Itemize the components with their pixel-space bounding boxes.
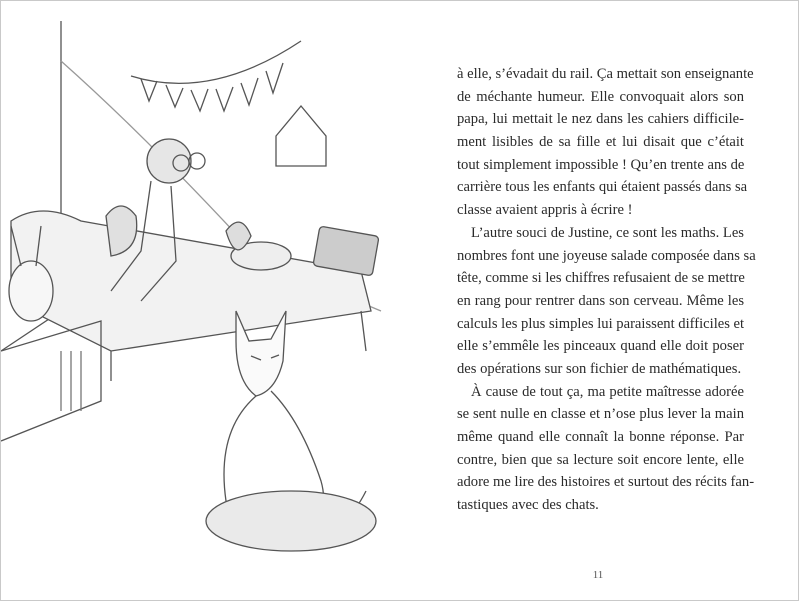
text-line: même quand elle connaît la bonne réponse. Par: [457, 429, 744, 445]
page-text: [457, 63, 756, 517]
text-line: elle s’emmêle les pinceaux quand elle doit poser: [457, 338, 744, 355]
text-line: classe avaient appris à écrire !: [457, 202, 633, 219]
text-line: carrière tous les enfants qui étaient passés dans sa: [457, 179, 748, 196]
text-line: tastiques avec des chats.: [457, 497, 599, 514]
text-line: papa, lui mettait le nez dans les cahiers difficile-: [457, 111, 744, 128]
illustration-girl-bedroom-cat: [1, 21, 421, 561]
text-line: L’autre souci de Justine, ce sont les maths. Les: [471, 224, 744, 241]
text-line: à elle, s’évadait du rail. Ça mettait son enseignante: [457, 66, 754, 82]
text-line: À cause de tout ça, ma petite maîtresse adorée: [471, 383, 744, 400]
text-line: calculs les plus simples lui paraissent difficiles et: [457, 315, 745, 332]
text-line: des opérations sur son fichier de mathématiques.: [457, 360, 742, 377]
text-line: de méchante humeur. Elle convoquait alors son: [457, 88, 744, 105]
text-line: ment lisibles de sa fille et lui disait que c’était: [457, 134, 744, 151]
text-line: tout simplement impossible ! Qu’en trente ans de: [457, 156, 745, 173]
text-line: en rang pour rentrer dans son cerveau. Même les: [457, 292, 744, 309]
text-line: nombres font une joyeuse salade composée dans sa: [457, 247, 756, 264]
text-line: adore me lire des histoires et surtout des récits fan-: [457, 474, 755, 491]
text-line: se sent nulle en classe et n’ose plus lever la main: [457, 406, 744, 423]
page-number: 11: [592, 569, 604, 581]
text-line: tête, comme si les chiffres refusaient de se mettre: [457, 270, 745, 287]
text-line: contre, bien que sa lecture soit encore lente, elle: [457, 451, 744, 468]
